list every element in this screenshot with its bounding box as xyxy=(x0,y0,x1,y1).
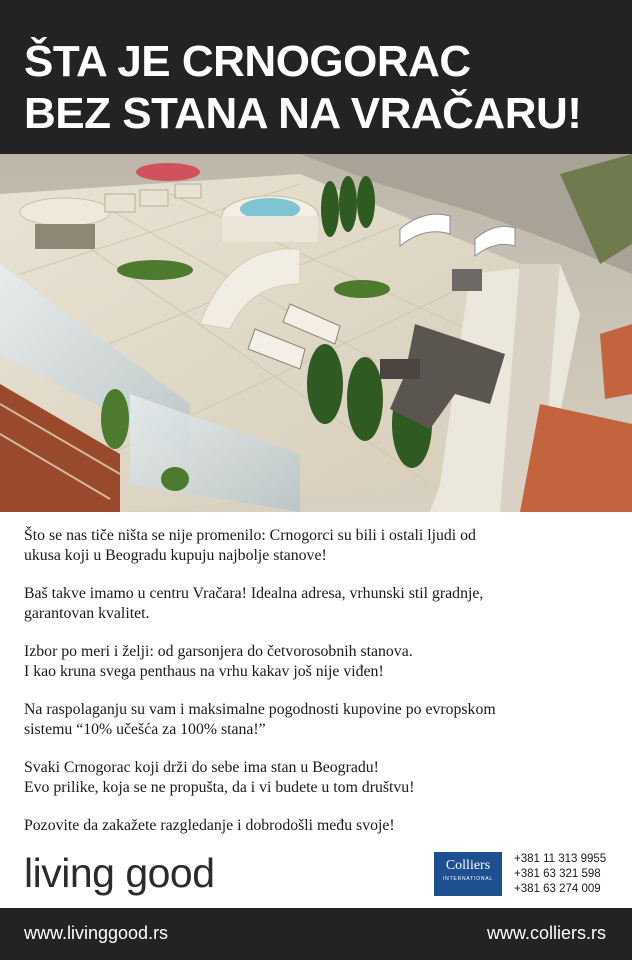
phone-number: +381 63 321 598 xyxy=(514,868,601,880)
paragraph-line: I kao kruna svega penthaus na vrhu kakav još nije viđen! xyxy=(24,663,384,680)
paragraph xyxy=(24,758,614,798)
footer-bar xyxy=(0,908,632,960)
paragraph-line: sistemu “10% učešća za 100% stana!” xyxy=(24,721,266,738)
colliers-logo-subtitle: INTERNATIONAL xyxy=(442,876,494,882)
phone-number: +381 11 313 9955 xyxy=(514,853,607,865)
phone-number: +381 63 274 009 xyxy=(514,883,601,895)
paragraph-line: Evo prilike, koja se ne propušta, da i vi budete u tom društvu! xyxy=(24,779,415,796)
living-good-logo: living good xyxy=(24,850,215,896)
paragraph-line: Na raspolaganju su vam i maksimalne pogodnosti kupovine po evropskom xyxy=(24,701,496,718)
paragraph xyxy=(24,700,614,740)
paragraph-line: garantovan kvalitet. xyxy=(24,605,150,622)
paragraph-line: Baš takve imamo u centru Vračara! Idealna adresa, vrhunski stil gradnje, xyxy=(24,585,484,602)
colliers-website-link[interactable]: www.colliers.rs xyxy=(486,923,606,943)
paragraph-line: Pozovite da zakažete razgledanje i dobrodošli među svoje! xyxy=(24,817,395,834)
headline-banner xyxy=(0,0,632,154)
paragraph-line: Što se nas tiče ništa se nije promenilo: Crnogorci su bili i ostali ljudi od xyxy=(24,527,476,544)
headline-line-2: BEZ STANA NA VRAČARU! xyxy=(24,89,582,138)
paragraph-line: ukusa koji u Beogradu kupuju najbolje stanove! xyxy=(24,547,327,564)
headline-line-1: ŠTA JE CRNOGORAC xyxy=(24,37,471,86)
paragraph-line: Izbor po meri i želji: od garsonjera do četvorosobnih stanova. xyxy=(24,643,413,660)
paragraph xyxy=(24,642,614,682)
paragraph xyxy=(24,584,614,624)
penthouse-terrace-rendering xyxy=(0,154,632,512)
terrace-illustration xyxy=(0,154,632,512)
colliers-logo xyxy=(434,852,502,896)
livinggood-website-link[interactable]: www.livinggood.rs xyxy=(24,923,169,943)
body-copy xyxy=(24,526,614,854)
paragraph xyxy=(24,526,614,566)
paragraph-line: Svaki Crnogorac koji drži do sebe ima stan u Beogradu! xyxy=(24,759,379,776)
phone-list xyxy=(514,852,606,897)
colliers-logo-name: Colliers xyxy=(445,858,491,873)
paragraph xyxy=(24,816,614,836)
